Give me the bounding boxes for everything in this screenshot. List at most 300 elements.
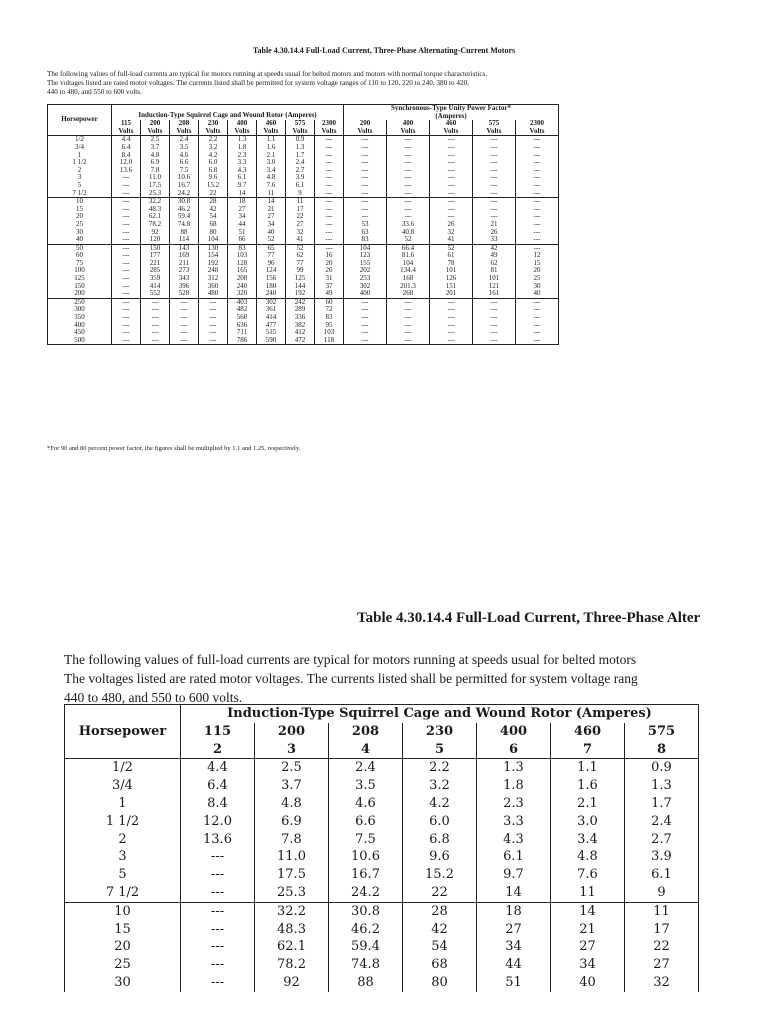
zoomed-current-cell: 8.4 bbox=[181, 795, 255, 813]
current-cell: 240 bbox=[257, 290, 286, 298]
current-cell: 6.8 bbox=[199, 167, 228, 175]
current-cell: --- bbox=[516, 329, 559, 337]
current-cell: 7.8 bbox=[141, 167, 170, 175]
current-cell: 88 bbox=[170, 229, 199, 237]
current-cell: 201 bbox=[430, 290, 473, 298]
current-cell: --- bbox=[430, 136, 473, 144]
current-cell: --- bbox=[473, 298, 516, 306]
zoomed-current-cell: 1.1 bbox=[551, 759, 625, 777]
current-cell: 22 bbox=[199, 190, 228, 198]
zoomed-current-cell: 25.3 bbox=[255, 884, 329, 902]
current-cell: 412 bbox=[286, 329, 315, 337]
table-row bbox=[48, 283, 559, 291]
voltage-header: 460 bbox=[257, 120, 286, 128]
current-cell: 156 bbox=[257, 275, 286, 283]
horsepower-cell: 40 bbox=[48, 236, 112, 244]
current-cell: --- bbox=[387, 182, 430, 190]
zoomed-horsepower-cell: 3 bbox=[65, 848, 181, 866]
current-cell: 2.3 bbox=[228, 152, 257, 160]
current-cell: --- bbox=[516, 322, 559, 330]
current-cell: --- bbox=[112, 221, 141, 229]
current-cell: --- bbox=[473, 314, 516, 322]
horsepower-cell: 1 bbox=[48, 152, 112, 160]
current-cell: --- bbox=[387, 206, 430, 214]
zoomed-current-cell: 32 bbox=[625, 974, 699, 992]
current-cell: --- bbox=[112, 275, 141, 283]
current-cell: 8.4 bbox=[112, 152, 141, 160]
current-cell: 6.1 bbox=[228, 174, 257, 182]
current-cell: 336 bbox=[286, 314, 315, 322]
horsepower-cell: 200 bbox=[48, 290, 112, 298]
current-cell: 104 bbox=[199, 236, 228, 244]
current-cell: 41 bbox=[286, 236, 315, 244]
current-cell: --- bbox=[430, 306, 473, 314]
table-row bbox=[48, 198, 559, 206]
current-cell: 144 bbox=[286, 283, 315, 291]
current-cell: --- bbox=[516, 136, 559, 144]
current-cell: 560 bbox=[228, 314, 257, 322]
zoomed-column-number: 5 bbox=[403, 741, 477, 759]
table-row bbox=[48, 267, 559, 275]
zoomed-current-cell: 28 bbox=[403, 902, 477, 920]
current-cell: 180 bbox=[257, 283, 286, 291]
current-cell: --- bbox=[170, 322, 199, 330]
volts-unit-header: Volts bbox=[112, 128, 141, 136]
zoomed-voltage-header: 575 bbox=[625, 723, 699, 741]
zoomed-voltage-header: 400 bbox=[477, 723, 551, 741]
current-cell: --- bbox=[344, 322, 387, 330]
zoomed-table-row bbox=[65, 866, 699, 884]
zoomed-column-number: 6 bbox=[477, 741, 551, 759]
current-cell: 192 bbox=[286, 290, 315, 298]
horsepower-cell: 2 bbox=[48, 167, 112, 175]
current-cell: --- bbox=[170, 298, 199, 306]
current-cell: 4.4 bbox=[112, 136, 141, 144]
current-cell: 26 bbox=[473, 229, 516, 237]
zoomed-current-cell: 80 bbox=[403, 974, 477, 992]
current-cell: 61 bbox=[430, 252, 473, 260]
volts-unit-header: Volts bbox=[228, 128, 257, 136]
current-cell: --- bbox=[516, 144, 559, 152]
zoomed-current-cell: 1.3 bbox=[625, 777, 699, 795]
current-cell: 6.4 bbox=[112, 144, 141, 152]
current-cell: 477 bbox=[257, 322, 286, 330]
current-cell: 27 bbox=[257, 213, 286, 221]
current-cell: 60 bbox=[315, 298, 344, 306]
table-intro bbox=[47, 70, 697, 97]
current-cell: --- bbox=[473, 213, 516, 221]
voltage-header: 115 bbox=[112, 120, 141, 128]
current-cell: --- bbox=[344, 329, 387, 337]
current-cell: --- bbox=[112, 290, 141, 298]
current-cell: 33.6 bbox=[387, 221, 430, 229]
zoomed-current-cell: 9 bbox=[625, 884, 699, 902]
current-cell: 320 bbox=[228, 290, 257, 298]
zoomed-table-row bbox=[65, 831, 699, 849]
current-cell: 2.7 bbox=[286, 167, 315, 175]
zoomed-current-cell: 17 bbox=[625, 921, 699, 939]
zoomed-current-cell: 1.8 bbox=[477, 777, 551, 795]
current-cell: --- bbox=[387, 198, 430, 206]
zoomed-current-cell: 48.3 bbox=[255, 921, 329, 939]
zoomed-current-cell: 54 bbox=[403, 938, 477, 956]
current-cell: --- bbox=[473, 136, 516, 144]
volts-unit-header: Volts bbox=[387, 128, 430, 136]
sync-group-title: Synchronous-Type Unity Power Factor* bbox=[391, 104, 511, 112]
zoomed-current-cell: 24.2 bbox=[329, 884, 403, 902]
current-cell: 1.3 bbox=[228, 136, 257, 144]
zoomed-voltage-header: 200 bbox=[255, 723, 329, 741]
current-cell: 32 bbox=[286, 229, 315, 237]
current-cell: 17 bbox=[286, 206, 315, 214]
current-cell: --- bbox=[387, 298, 430, 306]
zoomed-horsepower-cell: 2 bbox=[65, 831, 181, 849]
document-page bbox=[0, 0, 768, 460]
full-load-current-table bbox=[47, 104, 559, 345]
current-cell: --- bbox=[141, 329, 170, 337]
current-cell: 83 bbox=[344, 236, 387, 244]
zoomed-current-cell: 9.7 bbox=[477, 866, 551, 884]
zoomed-table-row bbox=[65, 974, 699, 992]
current-cell: 32 bbox=[430, 229, 473, 237]
zoomed-horsepower-cell: 15 bbox=[65, 921, 181, 939]
current-cell: 27 bbox=[286, 221, 315, 229]
current-cell: 49 bbox=[315, 290, 344, 298]
current-cell: 211 bbox=[170, 260, 199, 268]
zoomed-current-cell: 0.9 bbox=[625, 759, 699, 777]
current-cell: 103 bbox=[315, 329, 344, 337]
voltage-header: 2300 bbox=[315, 120, 344, 128]
current-cell: --- bbox=[516, 314, 559, 322]
zoomed-current-cell: 13.6 bbox=[181, 831, 255, 849]
current-cell: --- bbox=[315, 167, 344, 175]
zoomed-table-row bbox=[65, 759, 699, 777]
zoomed-current-cell: 46.2 bbox=[329, 921, 403, 939]
voltage-header: 208 bbox=[170, 120, 199, 128]
current-cell: --- bbox=[199, 329, 228, 337]
current-cell: 134.4 bbox=[387, 267, 430, 275]
current-cell: 52 bbox=[430, 244, 473, 252]
current-cell: --- bbox=[344, 182, 387, 190]
volts-unit-header: Volts bbox=[516, 128, 559, 136]
current-cell: 9 bbox=[286, 190, 315, 198]
zoomed-current-cell: 6.1 bbox=[477, 848, 551, 866]
current-cell: 2.4 bbox=[170, 136, 199, 144]
current-cell: 53 bbox=[344, 221, 387, 229]
zoomed-current-cell: --- bbox=[181, 974, 255, 992]
current-cell: 30.8 bbox=[170, 198, 199, 206]
current-cell: 130 bbox=[199, 244, 228, 252]
current-cell: 118 bbox=[315, 337, 344, 345]
current-cell: 66 bbox=[228, 236, 257, 244]
volts-unit-header: Volts bbox=[286, 128, 315, 136]
current-cell: --- bbox=[315, 236, 344, 244]
current-cell: 33 bbox=[473, 236, 516, 244]
current-cell: 30 bbox=[516, 283, 559, 291]
zoomed-current-cell: 3.4 bbox=[551, 831, 625, 849]
table-row bbox=[48, 182, 559, 190]
current-cell: 4.8 bbox=[141, 152, 170, 160]
zoomed-voltage-header: 115 bbox=[181, 723, 255, 741]
table-row bbox=[48, 275, 559, 283]
current-cell: 240 bbox=[228, 283, 257, 291]
zoomed-current-cell: 34 bbox=[551, 956, 625, 974]
horsepower-cell: 1 1/2 bbox=[48, 159, 112, 167]
current-cell: --- bbox=[344, 136, 387, 144]
current-cell: --- bbox=[170, 306, 199, 314]
current-cell: --- bbox=[430, 182, 473, 190]
current-cell: 6.0 bbox=[199, 159, 228, 167]
current-cell: 396 bbox=[170, 283, 199, 291]
horsepower-cell: 150 bbox=[48, 283, 112, 291]
zoomed-current-cell: 74.8 bbox=[329, 956, 403, 974]
current-cell: --- bbox=[473, 167, 516, 175]
current-cell: --- bbox=[112, 314, 141, 322]
zoomed-table-row bbox=[65, 938, 699, 956]
zoomed-current-cell: 59.4 bbox=[329, 938, 403, 956]
current-cell: 66.4 bbox=[387, 244, 430, 252]
current-cell: --- bbox=[473, 159, 516, 167]
current-cell: --- bbox=[516, 159, 559, 167]
current-cell: --- bbox=[112, 236, 141, 244]
current-cell: 125 bbox=[286, 275, 315, 283]
zoomed-group-header: Induction-Type Squirrel Cage and Wound Rotor (Amperes) bbox=[181, 705, 699, 723]
current-cell: --- bbox=[516, 298, 559, 306]
current-cell: 101 bbox=[430, 267, 473, 275]
sync-group-unit: (Amperes) bbox=[435, 111, 467, 120]
current-cell: --- bbox=[112, 322, 141, 330]
current-cell: 1.7 bbox=[286, 152, 315, 160]
current-cell: 3.2 bbox=[199, 144, 228, 152]
current-cell: 77 bbox=[257, 252, 286, 260]
zoomed-current-cell: 11 bbox=[625, 902, 699, 920]
current-cell: 3.3 bbox=[228, 159, 257, 167]
current-cell: --- bbox=[315, 213, 344, 221]
voltage-header: 2300 bbox=[516, 120, 559, 128]
current-cell: 42 bbox=[199, 206, 228, 214]
current-cell: --- bbox=[141, 298, 170, 306]
current-cell: 24.2 bbox=[170, 190, 199, 198]
zoomed-current-cell: 3.2 bbox=[403, 777, 477, 795]
current-cell: 208 bbox=[228, 275, 257, 283]
zoomed-current-cell: 4.4 bbox=[181, 759, 255, 777]
zoomed-table bbox=[64, 704, 699, 992]
current-cell: 83 bbox=[228, 244, 257, 252]
current-cell: --- bbox=[315, 229, 344, 237]
current-cell: --- bbox=[473, 206, 516, 214]
current-cell: --- bbox=[112, 190, 141, 198]
zoomed-current-cell: 6.4 bbox=[181, 777, 255, 795]
zoomed-table-row bbox=[65, 795, 699, 813]
horsepower-cell: 50 bbox=[48, 244, 112, 252]
current-cell: 285 bbox=[141, 267, 170, 275]
current-cell: --- bbox=[430, 198, 473, 206]
current-cell: --- bbox=[199, 314, 228, 322]
current-cell: 2.2 bbox=[199, 136, 228, 144]
volts-unit-header: Volts bbox=[170, 128, 199, 136]
current-cell: 48.3 bbox=[141, 206, 170, 214]
current-cell: --- bbox=[344, 298, 387, 306]
zoomed-current-cell: 42 bbox=[403, 921, 477, 939]
zoomed-current-cell: 14 bbox=[551, 902, 625, 920]
zoomed-current-cell: 1.7 bbox=[625, 795, 699, 813]
current-cell: 202 bbox=[344, 267, 387, 275]
current-cell: --- bbox=[112, 229, 141, 237]
voltage-header: 230 bbox=[199, 120, 228, 128]
current-cell: 10.6 bbox=[170, 174, 199, 182]
current-cell: --- bbox=[199, 306, 228, 314]
zoomed-current-cell: 27 bbox=[551, 938, 625, 956]
current-cell: 253 bbox=[344, 275, 387, 283]
zoomed-current-cell: 2.2 bbox=[403, 759, 477, 777]
current-cell: 32.2 bbox=[141, 198, 170, 206]
zoomed-current-cell: 6.9 bbox=[255, 813, 329, 831]
table-title: Table 4.30.14.4 Full-Load Current, Three-Phase Alternating-Current Motors bbox=[252, 46, 516, 55]
zoomed-table-row bbox=[65, 956, 699, 974]
zoomed-table-row bbox=[65, 848, 699, 866]
current-cell: --- bbox=[112, 198, 141, 206]
current-cell: --- bbox=[430, 167, 473, 175]
zoomed-table-view bbox=[0, 580, 768, 1024]
zoomed-horsepower-cell: 5 bbox=[65, 866, 181, 884]
current-cell: --- bbox=[170, 314, 199, 322]
zoomed-current-cell: --- bbox=[181, 956, 255, 974]
current-cell: --- bbox=[387, 329, 430, 337]
voltage-header: 400 bbox=[228, 120, 257, 128]
current-cell: 16 bbox=[315, 252, 344, 260]
current-cell: 2.1 bbox=[257, 152, 286, 160]
current-cell: 11.0 bbox=[141, 174, 170, 182]
current-cell: 63 bbox=[344, 229, 387, 237]
current-cell: 400 bbox=[344, 290, 387, 298]
volts-unit-header: Volts bbox=[473, 128, 516, 136]
horsepower-cell: 75 bbox=[48, 260, 112, 268]
current-cell: 14 bbox=[228, 190, 257, 198]
table-row bbox=[48, 290, 559, 298]
current-cell: 27 bbox=[228, 206, 257, 214]
current-cell: --- bbox=[473, 190, 516, 198]
current-cell: --- bbox=[473, 174, 516, 182]
current-cell: --- bbox=[199, 337, 228, 345]
current-cell: --- bbox=[430, 144, 473, 152]
horsepower-cell: 1/2 bbox=[48, 136, 112, 144]
current-cell: --- bbox=[516, 306, 559, 314]
zoomed-current-cell: 30.8 bbox=[329, 902, 403, 920]
zoomed-table-row bbox=[65, 884, 699, 902]
current-cell: --- bbox=[112, 213, 141, 221]
current-cell: 20 bbox=[516, 267, 559, 275]
volts-unit-header: Volts bbox=[344, 128, 387, 136]
current-cell: --- bbox=[112, 337, 141, 345]
current-cell: 120 bbox=[141, 236, 170, 244]
horsepower-cell: 3 bbox=[48, 174, 112, 182]
current-cell: 161 bbox=[473, 290, 516, 298]
zoomed-current-cell: 3.0 bbox=[551, 813, 625, 831]
current-cell: 15.2 bbox=[199, 182, 228, 190]
current-cell: 104 bbox=[387, 260, 430, 268]
zoomed-current-cell: 21 bbox=[551, 921, 625, 939]
zoomed-current-cell: 78.2 bbox=[255, 956, 329, 974]
table-row bbox=[48, 174, 559, 182]
horsepower-cell: 3/4 bbox=[48, 144, 112, 152]
current-cell: 46.2 bbox=[170, 206, 199, 214]
current-cell: --- bbox=[430, 206, 473, 214]
current-cell: --- bbox=[344, 159, 387, 167]
current-cell: --- bbox=[516, 198, 559, 206]
current-cell: 99 bbox=[286, 267, 315, 275]
zoomed-current-cell: 7.6 bbox=[551, 866, 625, 884]
current-cell: 11 bbox=[286, 198, 315, 206]
current-cell: 22 bbox=[286, 213, 315, 221]
current-cell: 62 bbox=[473, 260, 516, 268]
current-cell: 1.3 bbox=[286, 144, 315, 152]
current-cell: 11 bbox=[257, 190, 286, 198]
current-cell: --- bbox=[430, 298, 473, 306]
current-cell: 83 bbox=[315, 314, 344, 322]
current-cell: 95 bbox=[315, 322, 344, 330]
zoomed-table-row bbox=[65, 777, 699, 795]
table-row bbox=[48, 152, 559, 160]
current-cell: --- bbox=[430, 329, 473, 337]
current-cell: 590 bbox=[257, 337, 286, 345]
voltage-header: 400 bbox=[387, 120, 430, 128]
zoomed-current-cell: 44 bbox=[477, 956, 551, 974]
zoomed-horsepower-header: Horsepower bbox=[65, 705, 181, 759]
zoomed-current-cell: 16.7 bbox=[329, 866, 403, 884]
zoomed-current-cell: 12.0 bbox=[181, 813, 255, 831]
horsepower-header: Horsepower bbox=[48, 105, 112, 136]
table-row bbox=[48, 167, 559, 175]
current-cell: 4.6 bbox=[170, 152, 199, 160]
zoomed-horsepower-cell: 25 bbox=[65, 956, 181, 974]
horsepower-cell: 250 bbox=[48, 298, 112, 306]
current-cell: 201.3 bbox=[387, 283, 430, 291]
zoomed-current-cell: 11 bbox=[551, 884, 625, 902]
current-cell: 786 bbox=[228, 337, 257, 345]
zoomed-current-cell: 32.2 bbox=[255, 902, 329, 920]
current-cell: --- bbox=[430, 174, 473, 182]
table-row bbox=[48, 144, 559, 152]
current-cell: 52 bbox=[257, 236, 286, 244]
current-cell: 177 bbox=[141, 252, 170, 260]
current-cell: 168 bbox=[387, 275, 430, 283]
current-cell: --- bbox=[112, 252, 141, 260]
zoomed-current-cell: 1.3 bbox=[477, 759, 551, 777]
zoomed-current-cell: 3.3 bbox=[477, 813, 551, 831]
horsepower-cell: 10 bbox=[48, 198, 112, 206]
current-cell: --- bbox=[473, 306, 516, 314]
volts-unit-header: Volts bbox=[199, 128, 228, 136]
zoomed-intro-line: The following values of full-load currents are typical for motors running at speeds usual for belted motors bbox=[64, 652, 637, 667]
current-cell: 414 bbox=[257, 314, 286, 322]
current-cell: --- bbox=[315, 182, 344, 190]
current-cell: --- bbox=[141, 314, 170, 322]
table-row bbox=[48, 190, 559, 198]
current-cell: --- bbox=[473, 144, 516, 152]
current-cell: --- bbox=[315, 144, 344, 152]
zoomed-current-cell: --- bbox=[181, 848, 255, 866]
current-cell: 221 bbox=[141, 260, 170, 268]
current-cell: 40 bbox=[516, 290, 559, 298]
current-cell: 3.4 bbox=[257, 167, 286, 175]
zoomed-horsepower-cell: 1/2 bbox=[65, 759, 181, 777]
table-row bbox=[48, 236, 559, 244]
current-cell: --- bbox=[199, 322, 228, 330]
zoomed-current-cell: 7.8 bbox=[255, 831, 329, 849]
intro-line: The voltages listed are rated motor voltages. The currents listed shall be permitted for system voltage ranges of 110 to 120, 220 to 240, 380 to 420, bbox=[47, 79, 469, 87]
table-row bbox=[48, 229, 559, 237]
current-cell: --- bbox=[516, 213, 559, 221]
